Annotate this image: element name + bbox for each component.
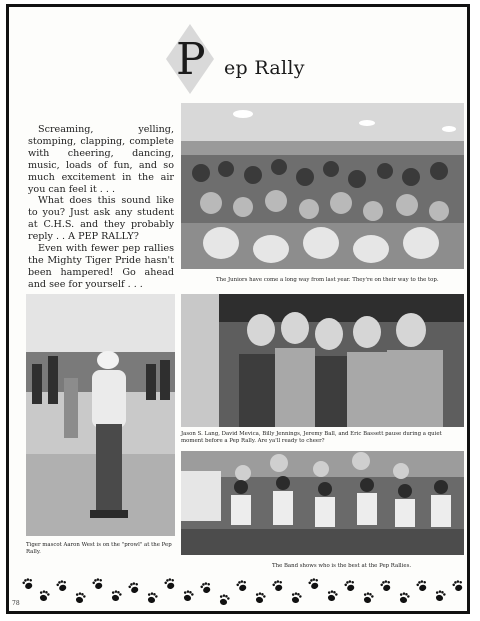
juniors-caption: The Juniors have come a long way from last year. They're on their way to the top. xyxy=(216,277,439,283)
band-photo xyxy=(181,451,464,555)
juniors-photo xyxy=(181,103,464,269)
page-title: ep Rally xyxy=(224,57,305,79)
story-text xyxy=(28,124,174,291)
boys-caption: Jason S. Lang, David Mevica, Billy Jennings, Jeremy Ball, and Eric Bassett pause during a quiet moment before a Pep Rally. Are ya'll ready to cheer? xyxy=(181,431,442,444)
band-caption: The Band shows who is the best at the Pep Rallies. xyxy=(272,563,412,569)
mascot-photo xyxy=(26,294,175,536)
story-paragraph: What does this sound like to you? Just ask any student at C.H.S. and they probably reply . . A PEP RALLY? xyxy=(28,195,174,243)
mascot-caption: Tiger mascot Aaron West is on the "prowl" at the Pep Rally. xyxy=(26,542,172,555)
story-paragraph: Screaming, yelling, stomping, clapping, complete with cheering, dancing, music, loads of fun, and so much excitement in the air you can feel it . . . xyxy=(28,124,174,195)
page-number: 78 xyxy=(12,600,20,607)
boys-photo xyxy=(181,294,464,427)
title-initial: P xyxy=(176,34,206,85)
story-paragraph: Even with fewer pep rallies the Mighty Tiger Pride hasn't been hampered! Go ahead and see for yourself . . . xyxy=(28,243,174,290)
